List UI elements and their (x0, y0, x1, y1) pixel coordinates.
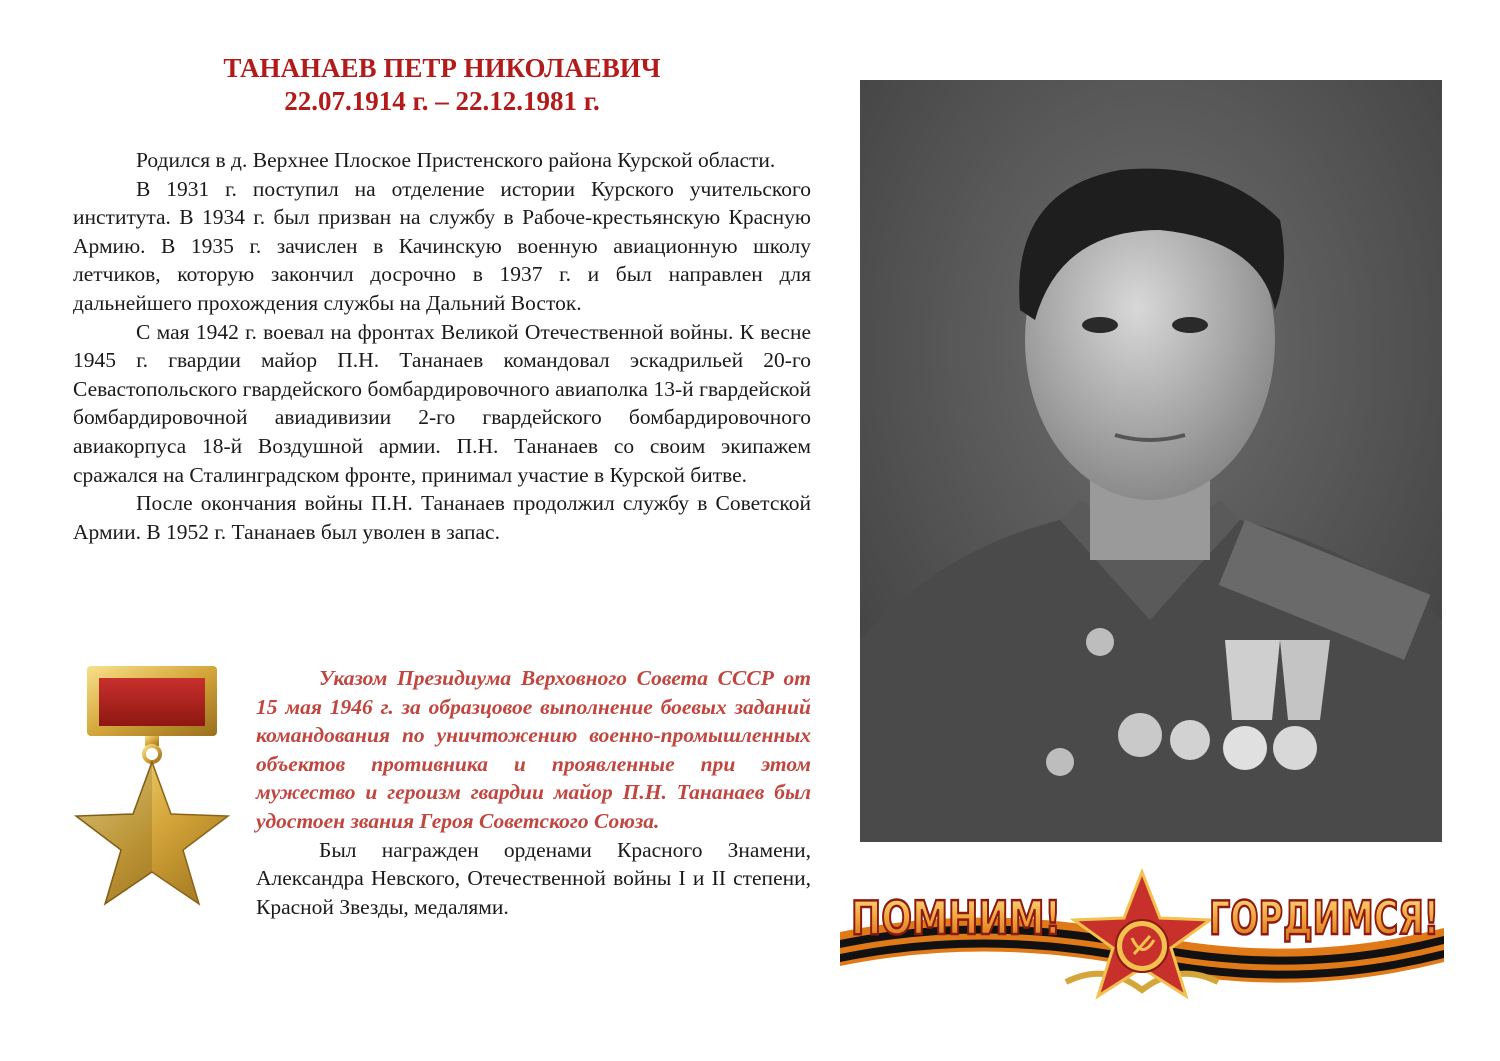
person-name: ТАНАНАЕВ ПЕТР НИКОЛАЕВИЧ (223, 53, 661, 83)
bio-paragraph: С мая 1942 г. воевал на фронтах Великой Отечественной войны. К весне 1945 г. гвардии майор П.Н. Тананаев командовал эскадрильей 20-го Севастопольского гвардейского бомбардировочного авиаполка 13-й гвардейской бомбардировочной авиадивизии 2-го гвардейского бомбардировочного авиакорпуса 18-й Воздушной армии. П.Н. Тананаев со своим экипажем сражался на Сталинградском фронте, принимал участие в Курской битве. (73, 319, 811, 487)
banner-left-word: ПОМНИМ! (851, 891, 1061, 945)
award-orders: Был награжден орденами Красного Знамени, Александра Невского, Отечественной войны I и II степени, Красной Звезды, медалями. (256, 837, 811, 919)
bio-paragraph: После окончания войны П.Н. Тананаев продолжил службу в Советской Армии. В 1952 г. Тананаев был уволен в запас. (73, 491, 811, 544)
page-title (80, 52, 804, 118)
banner-right-word: ГОРДИМСЯ! (1209, 891, 1439, 945)
gold-star-medal-icon (72, 664, 236, 920)
bio-paragraph: В 1931 г. поступил на отделение истории Курского учительского института. В 1934 г. был призван на службу в Рабоче-крестьянскую Красную Армию. В 1935 г. зачислен в Качинскую военную авиационную школу летчиков, которую закончил досрочно в 1937 г. и был направлен для дальнейшего прохождения службы на Дальний Восток. (73, 176, 811, 315)
life-dates: 22.07.1914 г. – 22.12.1981 г. (284, 86, 600, 116)
portrait-photo (860, 80, 1442, 842)
award-decree: Указом Президиума Верховного Совета СССР от 15 мая 1946 г. за образцовое выполнение боевых заданий командования по уничтожению военно-промышленных объектов противника и проявленные при этом мужество и героизм гвардии майор П.Н. Тананаев был удостоен звания Героя Советского Союза. (256, 666, 811, 833)
remember-proud-banner (836, 862, 1448, 1002)
bio-paragraph: Родился в д. Верхнее Плоское Пристенского района Курской области. (136, 148, 776, 172)
award-section (256, 664, 811, 921)
biography (73, 146, 811, 546)
